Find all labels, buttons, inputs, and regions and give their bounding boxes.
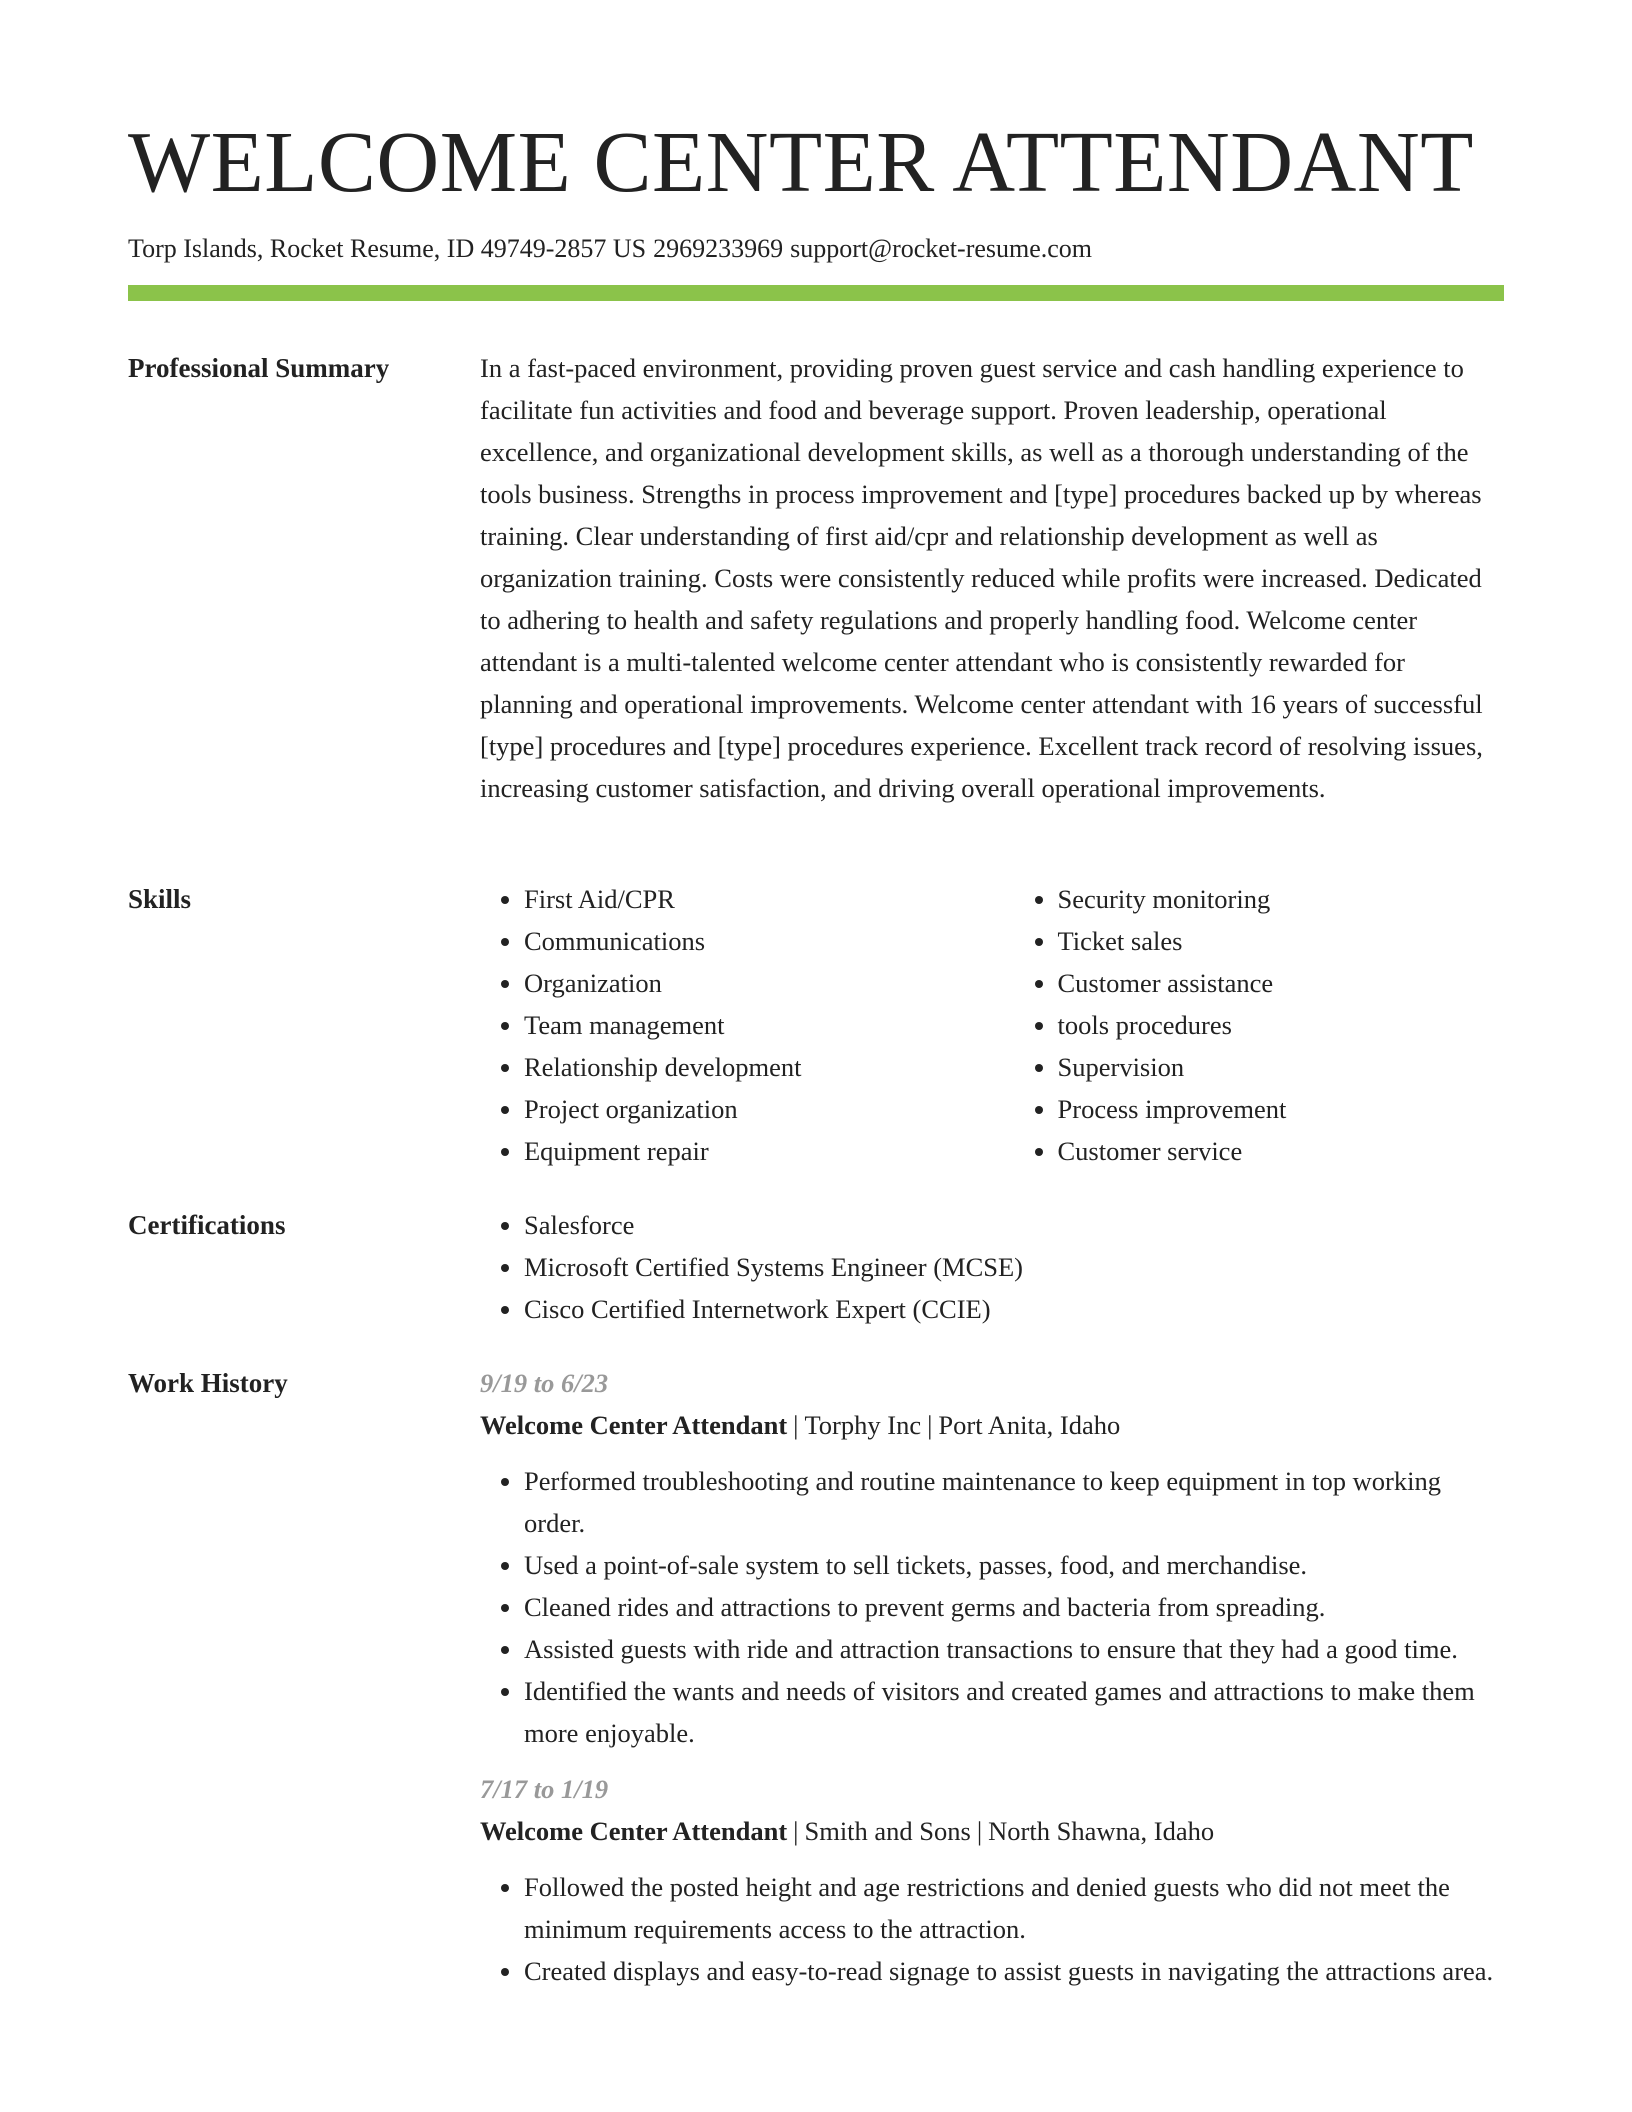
job-company: Torphy Inc [804,1410,922,1440]
job-heading [480,1404,1504,1446]
certification-item: • Microsoft Certified Systems Engineer (MCSE) [524,1246,1504,1288]
work-history-body [480,1362,1504,1992]
contact-line [128,232,1092,266]
skill-item: • Process improvement [1058,1088,1505,1130]
job-duty-item: • Cleaned rides and attractions to prevent germs and bacteria from spreading. [524,1586,1504,1628]
skill-item: • Ticket sales [1058,920,1505,962]
certification-item: • Salesforce [524,1204,1504,1246]
job-dates: 9/19 to 6/23 [480,1368,609,1398]
certifications-heading: Certifications [128,1210,286,1240]
job-duty-item: • Created displays and easy-to-read signage to assist guests in navigating the attractions area. [524,1950,1504,1992]
skill-item: • Communications [524,920,971,962]
job-duty-item: • Assisted guests with ride and attraction transactions to ensure that they had a good time. [524,1628,1504,1670]
summary-body [480,347,1504,809]
work-history-heading: Work History [128,1368,288,1398]
accent-divider [128,285,1504,301]
job-duties [480,1460,1504,1754]
contact-email: support@rocket-resume.com [790,234,1093,263]
skill-item: • Team management [524,1004,971,1046]
job-dates: 7/17 to 1/19 [480,1774,609,1804]
certifications-body [480,1204,1504,1330]
job-location: North Shawna, Idaho [988,1816,1215,1846]
job-duty-item: • Used a point-of-sale system to sell tickets, passes, food, and merchandise. [524,1544,1504,1586]
skill-item: • Equipment repair [524,1130,971,1172]
summary-text: In a fast-paced environment, providing proven guest service and cash handling experience to facilitate fun activities and food and beverage support. Proven leadership, operational excellence, and organizational development skills, as well as a thorough understanding of the tools business. Strengths in process improvement and [type] procedures backed up by whereas training. Clear understanding of first aid/cpr and relationship development as well as organization training. Costs were consistently reduced while profits were increased. Dedicated to adhering to health and safety regulations and properly handling food. Welcome center attendant is a multi-talented welcome center attendant who is consistently rewarded for planning and operational improvements. Welcome center attendant with 16 years of successful [type] procedures and [type] procedures experience. Excellent track record of resolving issues, increasing customer satisfaction, and driving overall operational improvements. [480,353,1483,803]
skill-item: • Relationship development [524,1046,971,1088]
skill-item: • Organization [524,962,971,1004]
job-title: Welcome Center Attendant [480,1816,788,1846]
contact-address: Torp Islands, Rocket Resume, ID 49749-2857 US [128,234,647,263]
skill-item: • Security monitoring [1058,878,1505,920]
candidate-name: WELCOME CENTER ATTENDANT [128,113,1474,210]
job-title: Welcome Center Attendant [480,1410,788,1440]
job-entry [480,1768,1504,1992]
skill-item: • Customer service [1058,1130,1505,1172]
job-company: Smith and Sons [804,1816,971,1846]
job-duties [480,1866,1504,1992]
skill-item: • tools procedures [1058,1004,1505,1046]
job-duty-item: • Performed troubleshooting and routine maintenance to keep equipment in top working order. [524,1460,1504,1544]
job-separator: | [793,1410,799,1440]
job-duty-item: • Identified the wants and needs of visitors and created games and attractions to make them more enjoyable. [524,1670,1504,1754]
contact-phone: 2969233969 [653,234,784,263]
job-entry [480,1362,1504,1754]
job-duty-item: • Followed the posted height and age restrictions and denied guests who did not meet the minimum requirements access to the attraction. [524,1866,1504,1950]
job-location: Port Anita, Idaho [938,1410,1121,1440]
certification-item: • Cisco Certified Internetwork Expert (CCIE) [524,1288,1504,1330]
certifications-list [480,1204,1504,1330]
skills-list-right [1014,878,1505,1172]
skills-body [480,878,1504,1172]
skills-list-left [480,878,971,1172]
job-separator: | [927,1410,933,1440]
skill-item: • Project organization [524,1088,971,1130]
job-heading [480,1810,1504,1852]
skills-heading: Skills [128,884,192,914]
skill-item: • Supervision [1058,1046,1505,1088]
summary-heading: Professional Summary [128,353,390,383]
job-separator: | [976,1816,983,1846]
skill-item: • First Aid/CPR [524,878,971,920]
skill-item: • Customer assistance [1058,962,1505,1004]
job-separator: | [793,1816,799,1846]
